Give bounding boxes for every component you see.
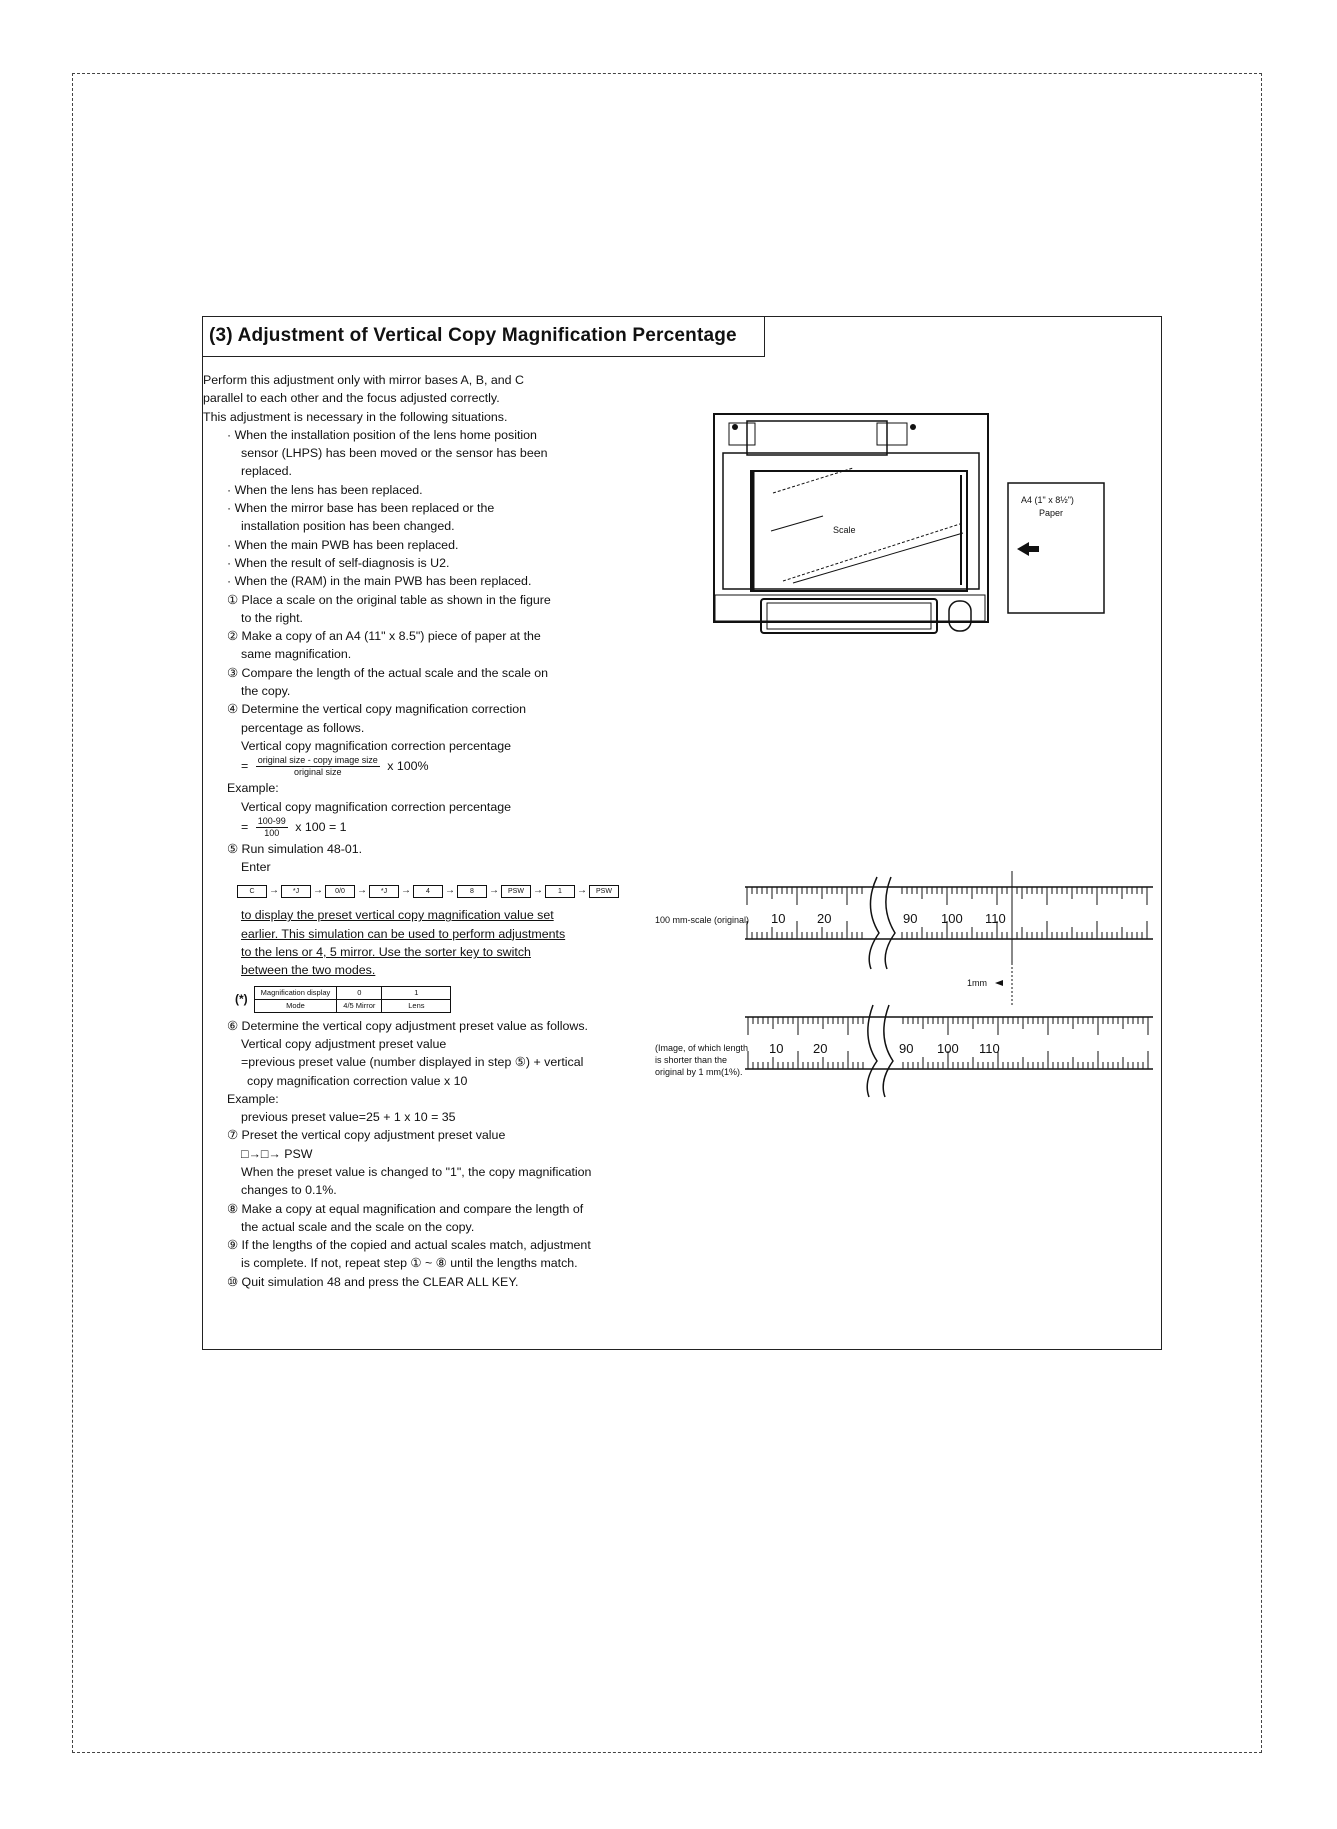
step-7-cont: When the preset value is changed to "1", the copy magnification xyxy=(241,1164,592,1179)
step-5: ⑤ Run simulation 48-01. xyxy=(227,841,363,856)
step-7: ⑦ Preset the vertical copy adjustment preset value xyxy=(227,1128,506,1143)
gap-label: 1mm xyxy=(967,978,987,988)
step-9: ⑨ If the lengths of the copied and actual scales match, adjustment xyxy=(227,1238,591,1253)
arrow-icon: → xyxy=(577,885,587,897)
step-2: ② Make a copy of an A4 (11" x 8.5") piece of paper at the xyxy=(227,629,541,644)
ruler-copy-label: is shorter than the xyxy=(655,1055,728,1065)
arrow-icon: → xyxy=(401,885,411,897)
arrow-icon: → xyxy=(269,885,279,897)
arrow-icon: → xyxy=(445,885,455,897)
tick-label: 110 xyxy=(985,911,1006,926)
fraction: $\frac{100-99}{100}$ xyxy=(257,815,286,838)
example-line: Vertical copy magnification correction percentage xyxy=(241,799,511,814)
situation-line: · When the main PWB has been replaced. xyxy=(227,537,459,552)
key-star: *J xyxy=(369,885,399,898)
formula-2: = $\frac{100-99}{100}$ x 100 = 1 xyxy=(241,815,347,838)
step-5-note: to the lens or 4, 5 mirror. Use the sorter key to switch xyxy=(241,945,531,960)
key-psw: PSW xyxy=(589,885,619,898)
example-line: previous preset value=25 + 1 x 10 = 35 xyxy=(241,1110,456,1125)
instructions xyxy=(203,371,673,1291)
key-c: C xyxy=(237,885,267,898)
step-1-cont: to the right. xyxy=(241,610,303,625)
situation-line: · When the installation position of the lens home position xyxy=(227,427,537,442)
tick-label: 10 xyxy=(771,911,786,926)
mode-tag: (*) xyxy=(235,991,248,1006)
table-row xyxy=(254,999,451,1012)
step-4-cont: percentage as follows. xyxy=(241,720,365,735)
situation-line: installation position has been changed. xyxy=(241,519,455,534)
step-10: ⑩ Quit simulation 48 and press the CLEAR ALL KEY. xyxy=(227,1274,519,1289)
arrow-icon: → xyxy=(313,885,323,897)
mode-table-wrap xyxy=(235,986,673,1013)
key-zero: 0/0 xyxy=(325,885,355,898)
tick-label: 110 xyxy=(979,1041,1000,1056)
tick-label: 90 xyxy=(903,911,918,926)
ruler-copy-label: original by 1 mm(1%). xyxy=(655,1067,743,1077)
arrow-icon: → xyxy=(533,885,543,897)
table-cell: 4/5 Mirror xyxy=(337,999,382,1012)
arrow-right-icon xyxy=(995,980,1003,986)
situation-line: · When the (RAM) in the main PWB has been replaced. xyxy=(227,574,532,589)
arrow-icon: → xyxy=(489,885,499,897)
tick-label: 100 xyxy=(941,911,963,926)
copier-figure xyxy=(713,413,1023,643)
step-4: ④ Determine the vertical copy magnification correction xyxy=(227,702,526,717)
paper-label: A4 (1" x 8½") xyxy=(1021,495,1074,505)
scale-label: Scale xyxy=(833,525,856,535)
situation-line: · When the mirror base has been replaced or the xyxy=(227,501,495,516)
situation-line: sensor (LHPS) has been moved or the sensor has been xyxy=(241,446,548,461)
ruler-original-label: 100 mm-scale (original) xyxy=(655,915,750,925)
step-6-cont: copy magnification correction value x 10 xyxy=(247,1073,468,1088)
step-9-cont: is complete. If not, repeat step ① ~ ⑧ until the lengths match. xyxy=(241,1256,578,1271)
tick-label: 20 xyxy=(813,1041,828,1056)
tick-label: 90 xyxy=(899,1041,914,1056)
fraction: $\frac{\text{original size - copy image size}}{\text{original size}}$ xyxy=(257,755,378,778)
step-5-enter: Enter xyxy=(241,860,271,875)
step-8-cont: the actual scale and the scale on the copy. xyxy=(241,1219,475,1234)
ruler-copy-label: (Image, of which length xyxy=(655,1043,749,1053)
example-label: Example: xyxy=(227,1091,279,1106)
table-cell: Lens xyxy=(382,999,451,1012)
paper-label: Paper xyxy=(1039,508,1064,518)
key-eight: 8 xyxy=(457,885,487,898)
key-psw: PSW xyxy=(501,885,531,898)
step-3-cont: the copy. xyxy=(241,684,291,699)
tick-label: 100 xyxy=(937,1041,959,1056)
key-sequence xyxy=(237,882,673,900)
step-3: ③ Compare the length of the actual scale and the scale on xyxy=(227,665,549,680)
key-star: *J xyxy=(281,885,311,898)
table-cell: 0 xyxy=(337,986,382,999)
formula-1: = $\frac{\text{original size - copy image size}}{\text{original size}}$ x 100% xyxy=(241,755,429,778)
step-1: ① Place a scale on the original table as shown in the figure xyxy=(227,592,551,607)
step-5-note: between the two modes. xyxy=(241,963,376,978)
step-8: ⑧ Make a copy at equal magnification and compare the length of xyxy=(227,1201,584,1216)
key-four: 4 xyxy=(413,885,443,898)
section-title: (3) Adjustment of Vertical Copy Magnification Percentage xyxy=(203,317,765,357)
arrow-icon: → xyxy=(357,885,367,897)
intro-line: This adjustment is necessary in the following situations. xyxy=(203,409,508,424)
step-5-note: to display the preset vertical copy magnification value set xyxy=(241,908,554,923)
tick-label: 10 xyxy=(769,1041,784,1056)
step-6-cont: Vertical copy adjustment preset value xyxy=(241,1036,447,1051)
step-6-cont: =previous preset value (number displayed in step ⑤) + vertical xyxy=(241,1055,584,1070)
step-5-note: earlier. This simulation can be used to perform adjustments xyxy=(241,926,566,941)
table-row xyxy=(254,986,451,999)
step-4-formula-title: Vertical copy magnification correction percentage xyxy=(241,738,511,753)
step-2-cont: same magnification. xyxy=(241,647,352,662)
table-cell: 1 xyxy=(382,986,451,999)
table-cell: Mode xyxy=(254,999,337,1012)
arrow-left-icon xyxy=(1017,542,1039,556)
adjustment-section xyxy=(202,316,1162,1350)
situation-line: replaced. xyxy=(241,464,292,479)
tick-label: 20 xyxy=(817,911,832,926)
step-7-keys: □→□→ PSW xyxy=(241,1146,313,1161)
situation-line: · When the lens has been replaced. xyxy=(227,482,423,497)
situation-line: · When the result of self-diagnosis is U2. xyxy=(227,555,450,570)
step-7-cont: changes to 0.1%. xyxy=(241,1183,337,1198)
ruler-figure xyxy=(743,857,1159,1117)
intro-line: parallel to each other and the focus adjusted correctly. xyxy=(203,391,500,406)
table-cell: Magnification display xyxy=(254,986,337,999)
intro-line: Perform this adjustment only with mirror bases A, B, and C xyxy=(203,373,524,387)
step-6: ⑥ Determine the vertical copy adjustment preset value as follows. xyxy=(227,1018,588,1033)
mode-table xyxy=(254,986,452,1013)
example-label: Example: xyxy=(227,781,279,796)
key-one: 1 xyxy=(545,885,575,898)
